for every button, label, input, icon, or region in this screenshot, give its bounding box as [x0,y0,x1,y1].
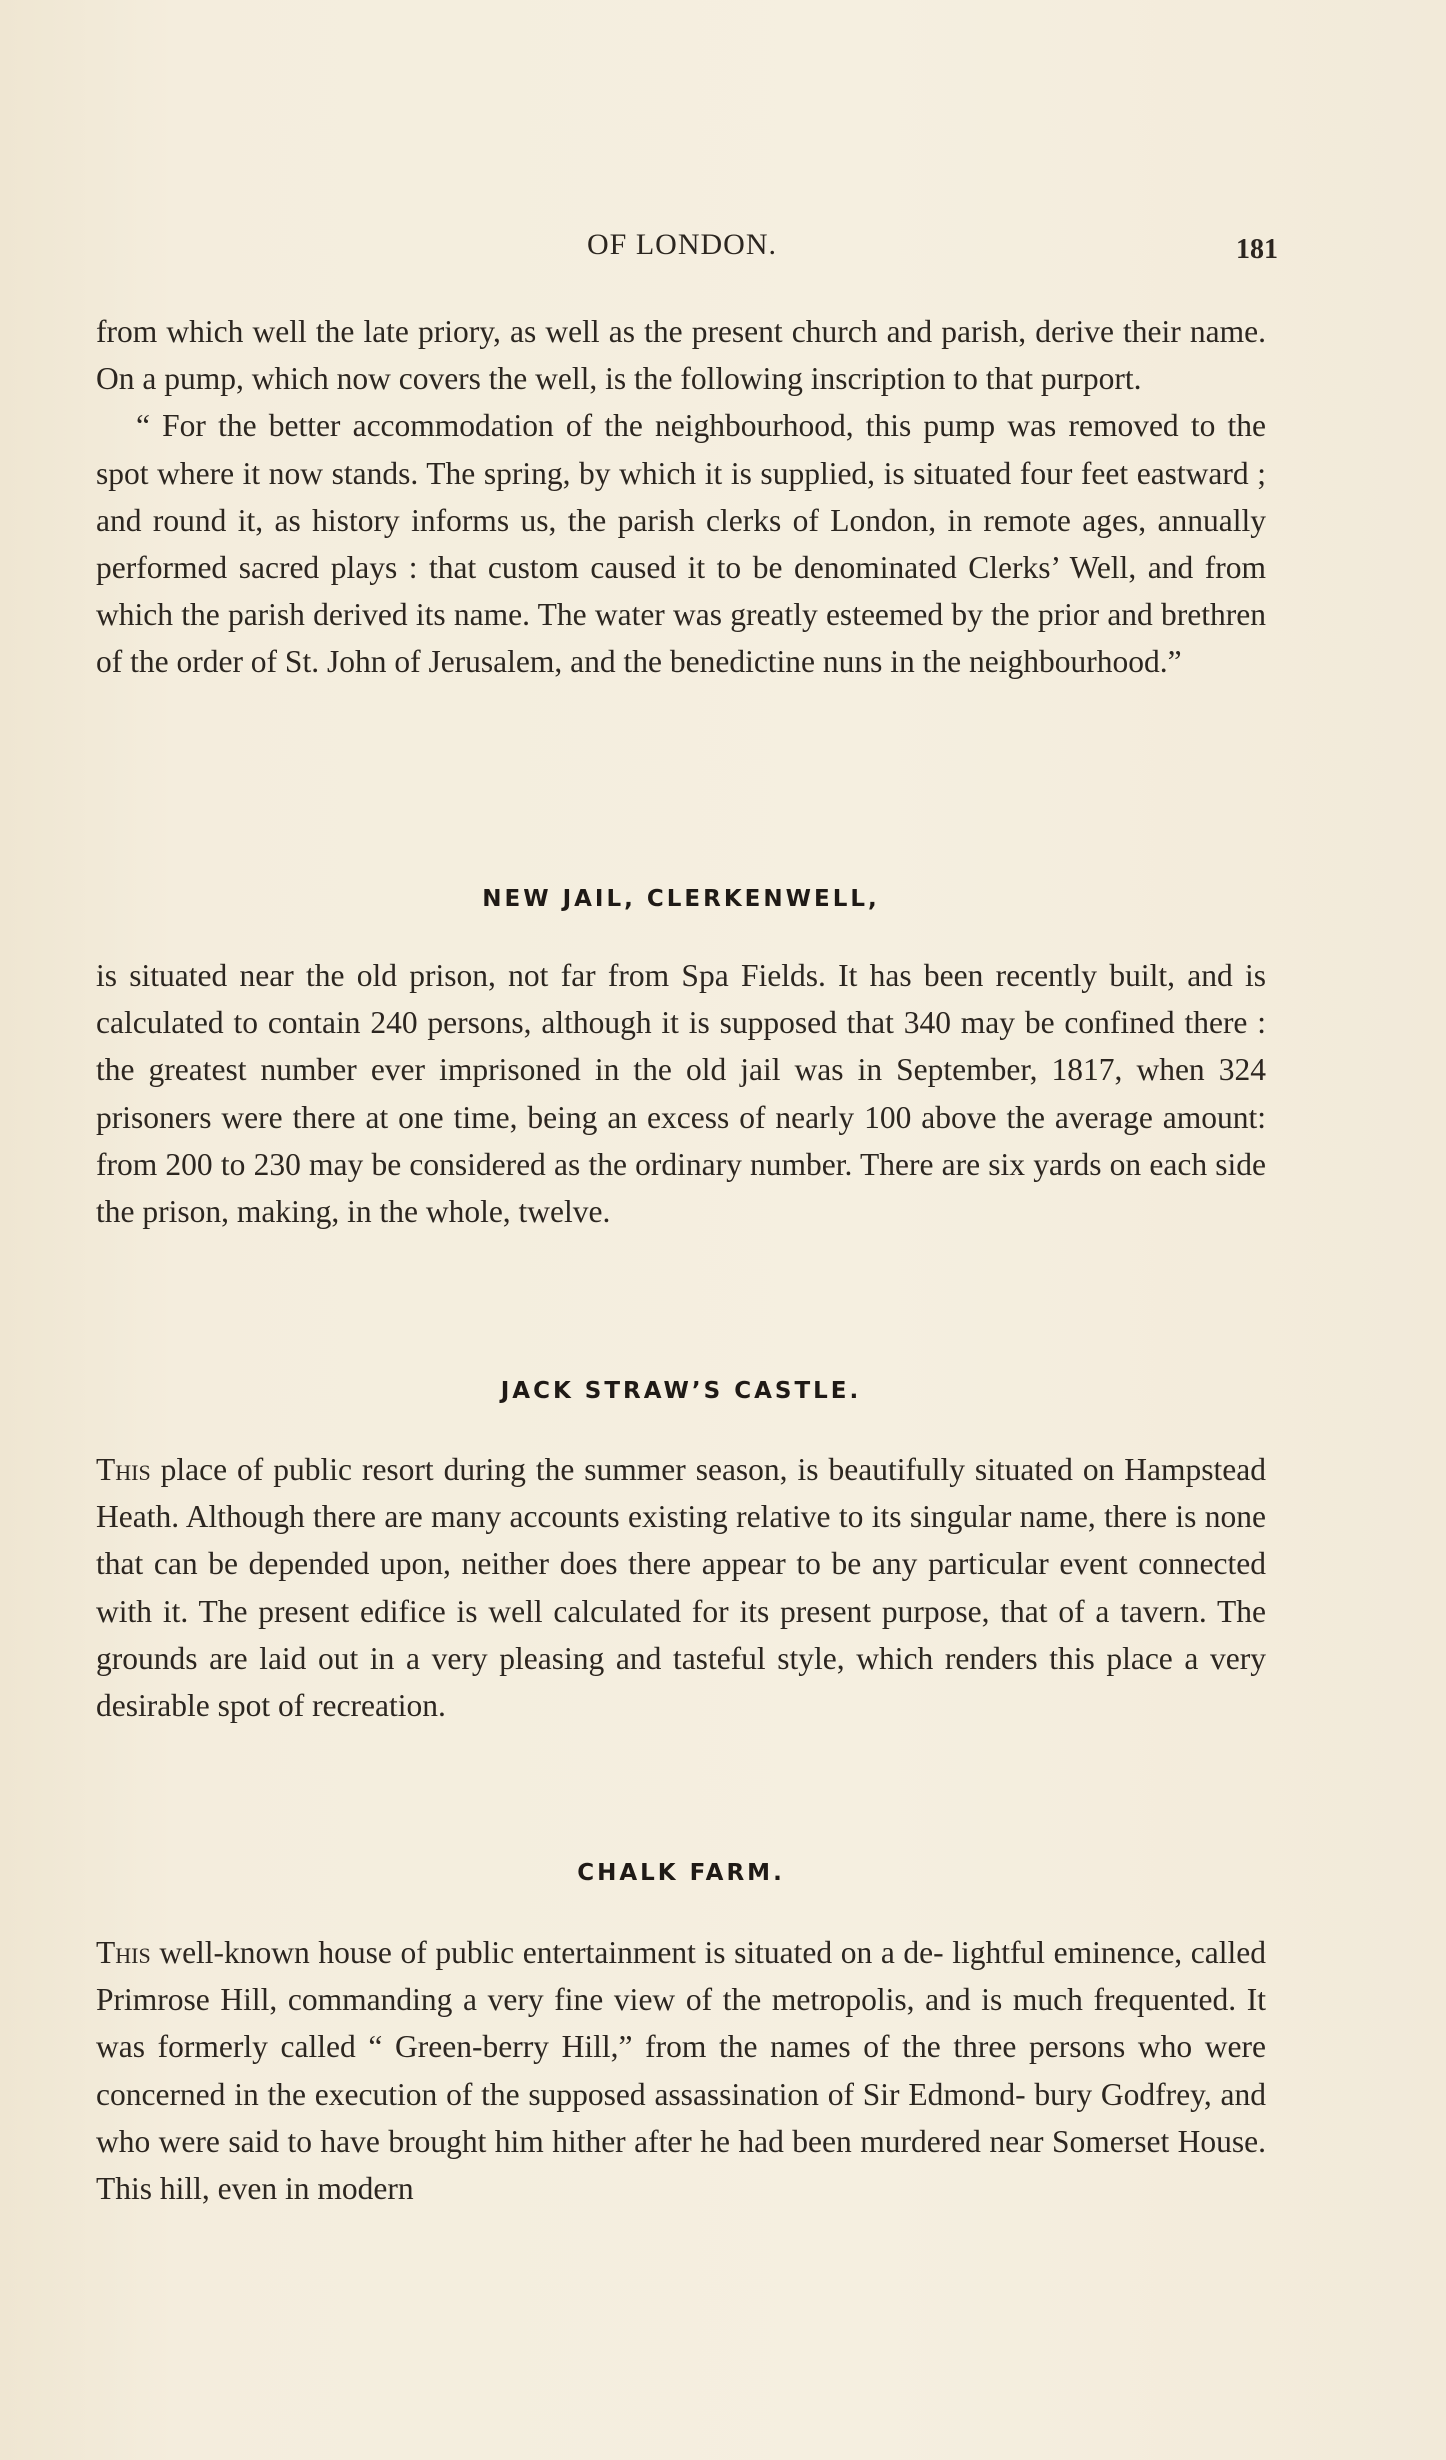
paragraph-priory: from which well the late priory, as well as the present church and parish, derive their name. On a pump, which now covers the well, is the following inscription to that purport. [96,314,1266,397]
paragraph-text: well-known house of public entertainment is situated on a de- lightful eminence, called Primrose Hill, commanding a very fine view of the metropolis, and is much frequented. It was formerly called “ Green-berry Hill,” from the names of the three persons who were concerned in the execution of the supposed assassination of Sir Edmond- bury Godfrey, and who were said to have brought him hither after he had been murdered near Somerset House. This hill, even in modern [96,1935,1266,2207]
paragraph-chalk-farm [96,1929,1266,2212]
section-clerks-well [96,308,1266,686]
heading-jack-straws-castle: JACK STRAW’S CASTLE. [500,1378,862,1404]
page-number: 181 [1236,234,1278,265]
paragraph-jack-straws-castle [96,1446,1266,1729]
page-header [96,228,1278,278]
lead-word: This [96,1452,151,1487]
heading-new-jail: NEW JAIL, CLERKENWELL, [482,886,880,912]
lead-word: This [96,1935,151,1970]
paragraph-text: place of public resort during the summer season, is beautifully situated on Hampstead Heath. Although there are many accounts existing relative to its singular name, there is none that can be depended upon, neither does there appear to be any particular event connected with it. The present edifice is well calculated for its present purpose, that of a tavern. The grounds are laid out in a very pleasing and tasteful style, which renders this place a very desirable spot of recreation. [96,1452,1266,1724]
paragraph-inscription: “ For the better accommodation of the neighbourhood, this pump was removed to the spot where it now stands. The spring, by which it is supplied, is situated four feet eastward ; and round it, as history informs us, the parish clerks of London, in remote ages, annually performed sacred plays : that custom caused it to be denominated Clerks’ Well, and from which the parish derived its name. The water was greatly esteemed by the prior and brethren of the order of St. John of Jerusalem, and the benedictine nuns in the neighbourhood.” [96,408,1266,680]
heading-chalk-farm: CHALK FARM. [577,1860,785,1886]
paragraph-new-jail: is situated near the old prison, not far from Spa Fields. It has been recently built, and is calculated to contain 240 persons, although it is supposed that 340 may be confined there : the greatest number ever imprisoned in the old jail was in September, 1817, when 324 prisoners were there at one time, being an excess of nearly 100 above the average amount: from 200 to 230 may be considered as the ordinary number. There are six yards on each side the prison, making, in the whole, twelve. [96,958,1266,1230]
running-head: OF LONDON. [587,228,777,261]
